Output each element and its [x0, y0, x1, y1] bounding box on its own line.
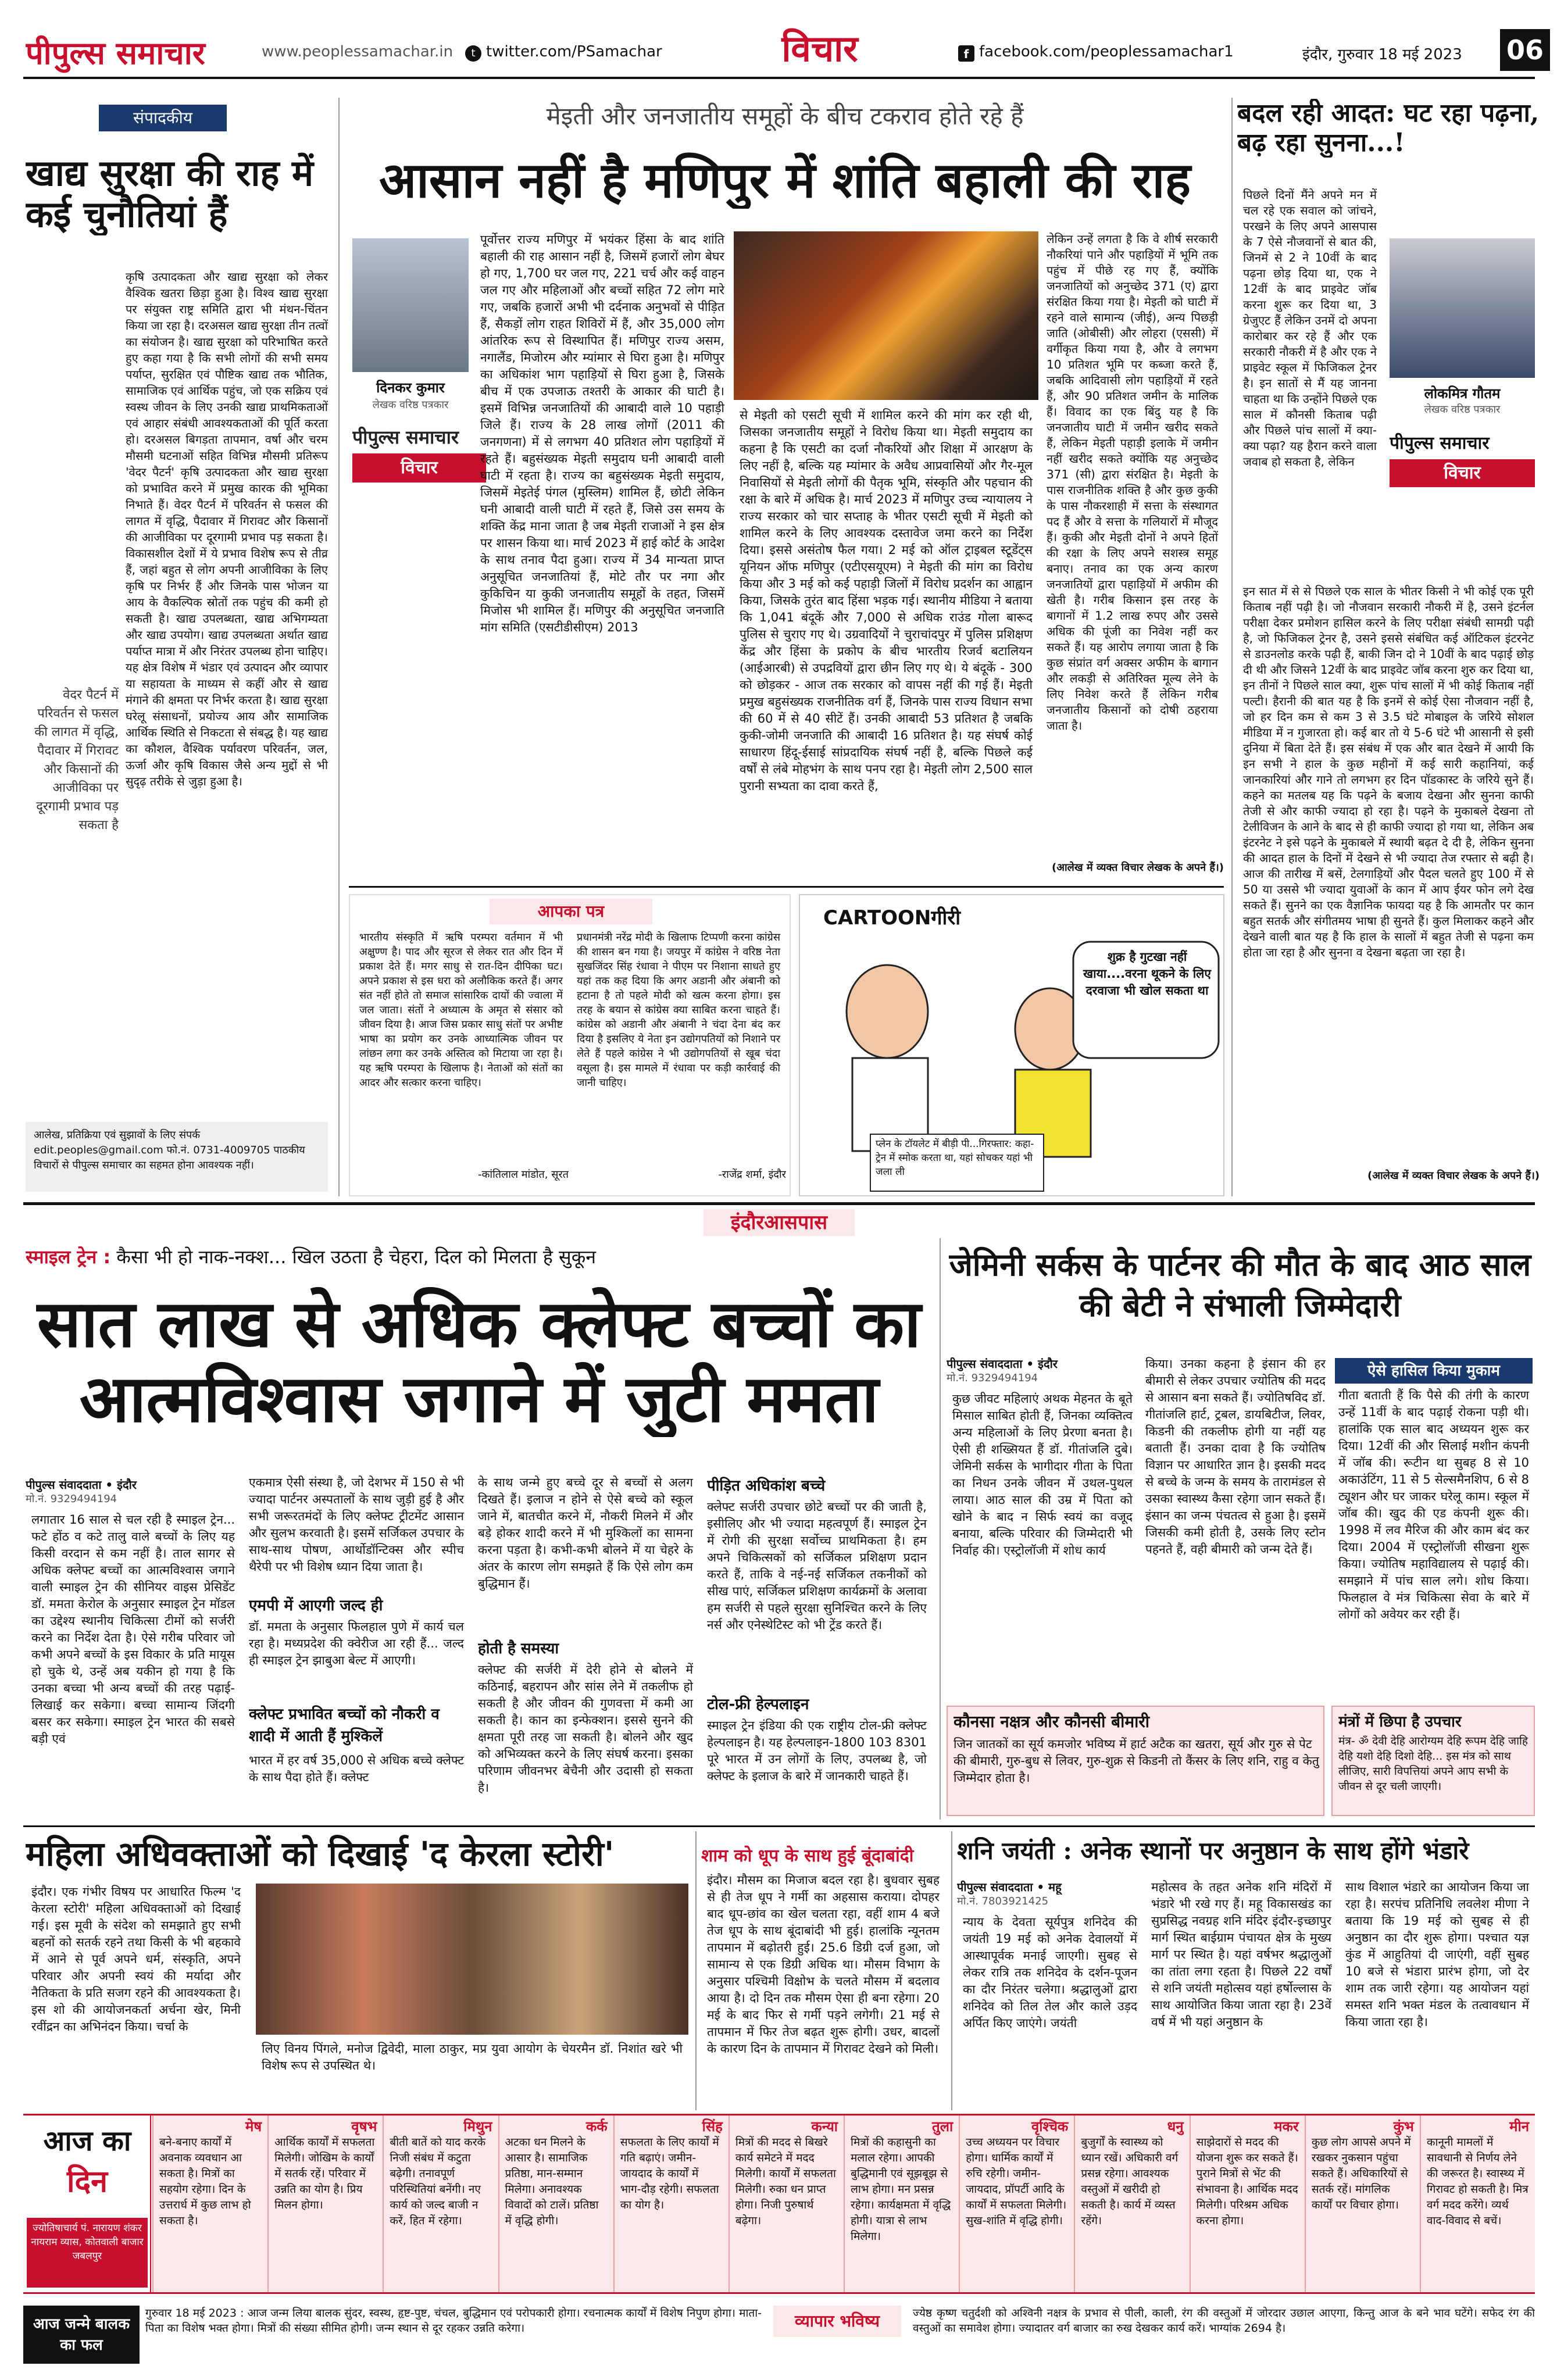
kerala-event-photo [256, 1884, 688, 2035]
letter-2-sign: -राजेंद्र शर्मा, इंदौर [718, 1168, 786, 1181]
smile-mobile: मो.नं. 9329494194 [26, 1493, 117, 1505]
rashi-vrishabh [267, 2115, 383, 2292]
column2-body-top: पिछले दिनों मैंने अपने मन में चल रहे एक सवाल को जांचने, परखने के लिए अपने आसपास के 7 ऐसे नौजवानों से बात की, जिनमें से 2 ने 10वीं के बाद पढ़ना छोड़ दिया था, एक ने 12वीं के बाद प्राइवेट जॉब करना शुरू कर दिया था, 3 ग्रेजुएट हैं लेकिन उनमें दो अपना कारोबार कर रहे हैं और एक सरकारी नौकरी में है और एक ने प्राइवेट स्कूल में फिजिकल ट्रेनर है। इन सातों से मैं यह जानना चाहता था कि उन्होंने पिछले एक साल में कौनसी किताब पढ़ी और पिछले पांच सालों में क्या-क्या पढ़ा? यह हैरान करने वाला जवाब हो सकता है, लेकिन [1243, 188, 1377, 469]
smile-byline: पीपुल्स संवाददाता • इंदौर [26, 1478, 137, 1492]
editorial-body: कृषि उत्पादकता और खाद्य सुरक्षा को लेकर वैश्विक खतरा छिड़ा हुआ है। विश्व खाद्य सुरक्षा पर संयुक्त राष्ट्र समिति द्वारा भी मंथन-चिंतन किया जा रहा है। दरअसल खाद्य सुरक्षा तीन तत्वों का संयोजन है। खाद्य सुरक्षा को परिभाषित करते हुए कहा गया है कि सभी लोगों की सभी समय पर्याप्त, सुरक्षित एवं पौष्टिक खाद्य तक भौतिक, सामाजिक एवं आर्थिक पहुंच, जो एक सक्रिय एवं स्वस्थ जीवन के लिए उनकी खाद्य प्राथमिकताओं एवं आहार संबंधी आवश्यकताओं की पूर्ति करता हो। दरअसल बिगड़ता तापमान, वर्षा और चरम मौसमी घटनाओं सहित विभिन्न मौसमी प्रतिरूप 'वेदर पैटर्न' कृषि उत्पादकता और खाद्य सुरक्षा को प्रभावित करने में प्रमुख कारक की भूमिका निभाते हैं। वेदर पैटर्न में परिवर्तन से फसल की लागत में वृद्धि, पैदावार में गिरावट और किसानों की आजीविका पर दूरगामी प्रभाव पड़ सकता है। विकासशील देशों में ये प्रभाव विशेष रूप से तीव्र हैं, जहां बहुत से लोग अपनी आजीविका के लिए कृषि पर निर्भर हैं और जिनके पास भोजन या आय के वैकल्पिक स्रोतों तक पहुंच की कमी हो सकती है। खाद्य उपलब्धता, खाद्य अभिगम्यता और खाद्य उपयोग। खाद्य उपलब्धता अर्थात खाद्य पर्याप्त मात्रा में और निरंतर उपलब्ध होना चाहिए। यह क्षेत्र विशेष में भंडार एवं उत्पादन और व्यापार या सहायता के माध्यम से कहीं और से खाद्य मंगाने की क्षमता पर निर्भर करता है। खाद्य सुरक्षा घरेलू संसाधनों, प्रयोज्य आय और सामाजिक आर्थिक स्थिति से निकटता से संबद्ध है। यह खाद्य का कौशल, वैश्विक पर्यावरण परिवर्तन, जल, ऊर्जा और कृषि विकास जैसे अन्य मुद्दों से भी सुदृढ़ तरीके से जुड़ा हुआ है। [126, 270, 328, 788]
shani-mobile: मो.नं. 7803921425 [957, 1895, 1049, 1907]
lead-author-title: लेखक वरिष्ठ पत्रकार [372, 399, 449, 411]
rashi-text: उच्च अध्ययन पर विचार होगा। धार्मिक कार्यों में रुचि रहेगी। जमीन-जायदाद, प्रॉपर्टी आदि के कार्यों में सफलता मिलेगी। सुख-शांति में वृद्धि होगी। [966, 2136, 1067, 2227]
rashi-text: कानूनी मामलों में सावधानी से निर्णय लेने की जरूरत है। स्वास्थ्य में गिरावट हो सकती है। मित्र वर्ग मदद करेंगे। व्यर्थ वाद-विवाद से बचें। [1426, 2136, 1529, 2227]
kerala-caption: लिए विनय पिंगले, मनोज द्विवेदी, माला ठाकुर, मप्र युवा आयोग के चेयरमैन डॉ. निशांत खरे भी विशेष रूप से उपस्थित थे। [262, 2042, 683, 2072]
weather-divider [951, 1831, 952, 2110]
editorial-footer: आलेख, प्रतिक्रिया एवं सुझावों के लिए संपर्क edit.peoples@gmail.com फो.नं. 0731-4009705 पाठकीय विचारों से पीपुल्स समाचार का सहमत होना आवश्यक नहीं। [26, 1122, 328, 1192]
letter-1-text: भारतीय संस्कृति में ऋषि परम्परा वर्तमान में भी अक्षुण्ण है। पाद और सूरज से लेकर रात और दिन में प्रकाश देते हैं। मगर साधु से रात-दिन दीपिका घट। अपने प्रकाश से इस धरा को अलौकिक करते हैं। अगर संत नहीं होते तो समाज सांसारिक दायों की ज्वाला में जल जाता। संतों ने अध्यात्म के अमृत से संसार को जीवन दिया है। आज जिस प्रकार साधु संतों पर अभीष्ट भाषा का प्रयोग कर उनके आध्यात्मिक जीवन पर लांछन लगा कर उनके अस्तित्व को मिटाया जा रहा है। यह ऋषि परम्परा के खिलाफ है। नेताओं को संतों का आदर और सत्कार करना चाहिए। [359, 931, 563, 1089]
smile-headline: सात लाख से अधिक क्लेफ्ट बच्चों का आत्मविश्वास जगाने में जुटी ममता [37, 1287, 922, 1437]
cartoon-label: CARTOONगीरी [823, 906, 961, 930]
brand-logo: पीपुल्स समाचार [26, 34, 205, 72]
rashi-text: साझेदारों से मदद की योजना शुरू कर सकते हैं। पुराने मित्रों से भेंट की संभावना है। आर्थिक मदद मिलेगी। परिश्रम अधिक करना होगा। [1196, 2136, 1298, 2227]
lead-col-2: से मेइती को एसटी सूची में शामिल करने की मांग कर रही थी, जिसका जनजातीय समूहों ने विरोध किया था। मेइती समुदाय का कहना है कि एसटी का दर्जा नौकरियों और शिक्षा में आरक्षण के लिए नहीं है, बल्कि यह म्यांमार के अवैध आप्रवासियों और गैर-मूल निवासियों से मेइती लोगों की पैतृक भूमि, संस्कृति और पहचान की रक्षा के बारे में अधिक है। मार्च 2023 में मणिपुर उच्च न्यायालय ने राज्य सरकार को चार सप्ताह के भीतर एसटी सूची में मेइती को शामिल करने के लिए आवश्यक दस्तावेज जमा करने का निर्देश दिया। इससे असंतोष फैल गया। 2 मई को ऑल ट्राइबल स्टूडेंट्स यूनियन ऑफ मणिपुर (एटीएसयूएम) ने मेइती की मांग का विरोध किया और 3 मई को कई पहाड़ी जिलों में विरोध प्रदर्शन का आह्वान किया, जिसके तुरंत बाद हिंसा भड़क गई। स्थानीय मीडिया ने बताया कि 1,041 बंदूकें और 7,000 से अधिक राउंड गोला बारूद पुलिस से चुराए गए थे। उग्रवादियों ने चुराचांदपुर में पुलिस प्रशिक्षण केंद्र और हिंसा के प्रकोप के बीच भारतीय रिजर्व बटालियन (आईआरबी) से उपद्रवियों द्वारा छीन लिए गए थे। ये बंदूकें - 300 को छोड़कर - आज तक सरकार को वापस नहीं की गई हैं। मेइती प्रमुख बहुसंख्यक राजनीतिक वर्ग हैं, जिनके पास राज्य विधान सभा की 60 में से 40 सीटें हैं। उनकी आबादी 53 प्रतिशत है जबकि कुकी-जोमी जनजाति की आबादी 16 प्रतिशत है। यह संघर्ष कोई साधारण हिंदू-ईसाई सांप्रदायिक संघर्ष नहीं है, बल्कि पिछले कई वर्षों से लंबे मोहभंग के साथ पनप रहा है। मेइती लोग 2,500 साल पुरानी सभ्यता का दावा करते हैं, [740, 408, 1033, 793]
rashi-name: वृषभ [351, 2118, 377, 2135]
rashi-text: सफलता के लिए कार्यों में गति बढ़ाएं। जमीन-जायदाद के कार्यों में भाग-दौड़ रहेगी। सफलता का योग है। [620, 2136, 719, 2211]
shani-col-1: न्याय के देवता सूर्यपुत्र शनिदेव की जयंती 19 मई को अनेक देवालयों में आस्थापूर्वक मनाई जाएगी। सुबह से लेकर रात्रि तक शनिदेव के दर्शन-पूजन का दौर निरंतर चलेगा। श्रद्धालुओं द्वारा शनिदेव को तिल तेल और काले उड़द अर्पित किए जाएंगे। जयंती [963, 1915, 1137, 2030]
gemini-sidebar-head: ऐसे हासिल किया मुकाम [1335, 1358, 1533, 1384]
rashi-kumbh [1305, 2115, 1420, 2292]
section-title: विचार [781, 27, 858, 70]
market-text: ज्येष्ठ कृष्ण चतुर्दशी को अश्विनी नक्षत्र के प्रभाव से पीली, काली, रंग की वस्तुओं में जोरदार उछाल आएगा, किन्तु आज के बने भाव घटेंगे। सफेद रंग की वस्तुओं का समावेश होगा। ज्यादातर वर्ग बाजार का रुख देखकर कार्य करें। भाग्यांक 2694 है। [913, 2307, 1535, 2335]
born-text: गुरुवार 18 मई 2023 : आज जन्म लिया बालक सुंदर, स्वस्थ, हृष्ट-पुष्ट, चंचल, बुद्धिमान एवं परोपकारी होगा। रचनात्मक कार्यों में विशेष निपुण होगा। माता-पिता का विशेष भक्त होगा। मित्रों की संख्या सीमित होगी। जन्म स्थान से दूर रहकर उन्नति करेगा। [145, 2307, 762, 2335]
rashi-text: कुछ लोग आपसे अपने में रखकर नुकसान पहुंचा सकते हैं। अधिकारियों से सतर्क रहें। मांगलिक कार्यों पर विचार होगा। [1311, 2136, 1411, 2211]
horoscope-strip [23, 2114, 1535, 2294]
lead-signoff: (आलेख में व्यक्त विचार लेखक के अपने हैं।) [1052, 862, 1224, 874]
rashi-text: बुजुर्गों के स्वास्थ्य को ध्यान रखें। अधिकारी वर्ग प्रसन्न रहेगा। आवश्यक वस्तुओं में खरीदी हो सकती है। कार्य में व्यस्त रहेंगे। [1081, 2136, 1179, 2227]
smile-sub-5: टोल-फ्री हेल्पलाइन [707, 1696, 809, 1713]
gemini-mobile: मो.नं. 9329494194 [947, 1372, 1038, 1384]
weather-headline: शाम को धूप के साथ हुई बूंदाबांदी [701, 1846, 914, 1866]
rashi-tula [844, 2115, 959, 2292]
column2-section-tag: विचार [1390, 459, 1535, 487]
smile-col-1: लगातार 16 साल से चल रही है स्माइल ट्रेन... फटे होंठ व कटे तालु वाले बच्चों के लिए यह किसी वरदान से कम नहीं है। ताल सागर से अधिक क्लेफ्ट बच्चों का आत्मविश्वास जगाने वाली स्माइल ट्रेन की सीनियर वाइस प्रेसिडेंट डॉ. ममता केरोल के अनुसार स्माइल ट्रेन मॉडल का उद्देश्य स्थानीय चिकित्सा टीमों को सर्जरी करने का निर्देश देता है। ऐसे गरीब परिवार जो कभी अपने बच्चों के इस विकार के प्रति मायूस हो चुके थे, उन्हें अब यकीन हो गया है कि उनका बच्चा भी अन्य बच्चों की तरह पढ़ाई-लिखाई कर सकेगा। बच्चा सामान्य जिंदगी बसर कर सकेगा। स्माइल ट्रेन भारत की सबसे बड़ी एवं [31, 1513, 235, 1746]
smile-sub-3: होती है समस्या [478, 1640, 559, 1657]
rashi-mesh [152, 2115, 267, 2292]
masthead [0, 0, 1557, 87]
gemini-col-3: गीता बताती हैं कि पैसे की तंगी के कारण उन्हें 11वीं के बाद पढ़ाई रोकना पड़ी थी। हालांकि एक साल बाद अध्ययन शुरू कर दिया। 12वीं की और सिलाई मशीन कंपनी में जॉब की। रूटीन था सुबह 8 से 10 अकाउंटिंग, 11 से 5 सेल्समैनशिप, 6 से 8 ट्यूशन और घर जाकर घरेलू काम। स्कूल में जॉब की। खुद की एड कंपनी शुरू की। 1998 में लव मैरिज की और काम बंद कर दिया। 2004 में एस्ट्रोलॉजी सीखना शुरू किया। ज्योतिष महाविद्यालय से पढ़ाई की। समझाने में पांच साल लगे। शोध किया। फिलहाल वे मंत्र चिकित्सा सेवा के बारे में लोगों को अवेयर कर रही हैं। [1338, 1388, 1529, 1621]
rashi-row [152, 2115, 1535, 2292]
rashi-name: धनु [1167, 2118, 1184, 2135]
rashi-text: मित्रों की मदद से बिखरे कार्य समेटने में मदद मिलेगी। कार्यों में सफलता मिलेगी। रुका धन प्राप्त होगा। निजी पुरुषार्थ बढ़ेगा। [735, 2136, 836, 2227]
smile-sub-4: पीड़ित अधिकांश बच्चे [707, 1477, 826, 1495]
rashi-name: तुला [932, 2118, 954, 2135]
column2-body-bottom: इन सात में से से पिछले एक साल के भीतर किसी ने भी कोई एक पूरी किताब नहीं पढ़ी है। जो नौजवान सरकारी नौकरी में है, उसने इंटर्नल परीक्षा देकर प्रमोशन हासिल करने के लिए परीक्षा संबंधी सामग्री पढ़ी है, जो फिजिकल ट्रेनर है, उसने इससे संबंधित कई ऑटिकल इंटरनेट से डाउनलोड करके पढ़ी हैं, बाकी जिन दो ने 10वीं के बाद पढ़ाई छोड़ दी थी और जिसने 12वीं के बाद प्राइवेट जॉब करना शुरु कर दिया था, इन तीनों ने पिछले साल क्या, शुरू पांच सालों में भी कोई किताब नहीं पल्टी। हैरानी की बात यह है कि इनमें से कोई ऐसा नौजवान नहीं है, जो हर दिन कम से कम 3 से 3.5 घंटे मोबाइल के जरिये सोशल मीडिया में न गुजारता हो। कई बार तो ये 5-6 घंटे भी आसानी से इसी दुनिया में बिता देते हैं। इस संबंध में एक और बात देखने में आयी कि इन सभी ने हाल के कुछ महीनों में कई सारी कहानियां, कई जानकारियां और गाने तो लगभग हर दिन पॉडकास्ट के जरिये सुने हैं। कहने का मतलब यह कि पढ़ने के बजाय देखना और सुनना काफी तेजी से और काफी ज्यादा हो रहा है। पढ़ने के मुकाबले देखना तो टेलीविजन के आने के बाद से ही काफी ज्यादा हो गया था, लेकिन अब इंटरनेट ने इसे पढ़ने के मुकाबले में स्थायी बढ़त दे दी है, लेकिन सुनना की आदत हाल के दिनों में देखने से भी ज्यादा तेज रफ्तार से बढ़ी है। आज की तारीख में बसें, टेलगाड़ियों और पैदल चलते हुए 100 में से 50 या उससे भी ज्यादा युवाओं के कान में आप ईयर फोन लगे देख सकते हैं। सुनने का एक वैज्ञानिक फायदा यह है कि आमतौर पर कान बहुत सतर्क और संगीतमय भाषा ही सुनते हैं। कुल मिलाकर कहने और देखने वाली बात यह है कि हाल के सालों में बहुत तेजी से पढ़ना कम होता जा रहा है और सुनना व देखना बढ़ता जा रहा है। [1243, 584, 1534, 959]
astrologer-name: ज्योतिषाचार्य पं. नारायण शंकर नायराम व्यास, कोतवाली बाजार जबलपुर [27, 2218, 148, 2288]
website-link[interactable]: www.peoplessamachar.in [262, 43, 453, 60]
aaj-ka-label: आज का [43, 2125, 131, 2157]
weather-body: इंदौर। मौसम का मिजाज बदल रहा है। बुधवार सुबह से ही तेज धूप ने गर्मी का अहसास कराया। दोपहर बाद धूप-छांव का खेल चलता रहा, वहीं शाम 4 बजे तेज धूप के साथ बूंदाबांदी भी हुई। हालांकि न्यूनतम तापमान में बढ़ोतरी हुई। 25.6 डिग्री दर्ज हुआ, जो सामान्य से एक डिग्री अधिक था। मौसम विभाग के अनुसार पश्चिमी विक्षोभ के चलते मौसम में बदलाव आया है। दो दिन तक मौसम ऐसा ही बना रहेगा। 20 मई के बाद फिर से गर्मी पड़ने लगेगी। 21 मई से तापमान में फिर तेज बढ़त शुरू होगी। उधर, बादलों के कारण दिन के तापमान में गिरावट देखने को मिली। [707, 1873, 940, 2056]
smile-kicker-row [26, 1244, 933, 1273]
rashi-name: मिथुन [463, 2118, 492, 2135]
letter-2-text: प्रधानमंत्री नरेंद्र मोदी के खिलाफ टिप्पणी करना कांग्रेस की शासन बन गया है। जयपुर में कांग्रेस ने वरिष्ठ नेता सुखजिंदर सिंह रंधावा ने पीएम पर निशाना साधते हुए यहां तक कह दिया कि अगर अडानी और अंबानी को हटाना है तो पहले मोदी को खत्म करना होगा। इस तरह के बयान से कांग्रेस क्या साबित करना चाहते हैं। कांग्रेस को अडानी और अंबानी ने चंदा देना बंद कर दिया है इसलिए ये नेता इन उद्योगपतियों को निशाने पर लेते हैं पहले कांग्रेस ने भी उद्योगपतियों से खूब चंदा वसूला है। इस मामले में रंधावा पर कड़ी कार्रवाई की जानी चाहिए। [577, 931, 780, 1089]
lead-brand: पीपुल्स समाचार [352, 426, 459, 448]
lead-kicker: मेइती और जनजातीय समूहों के बीच टकराव होते रहे हैं [546, 102, 1024, 130]
column2-brand: पीपुल्स समाचार [1390, 433, 1490, 453]
rashi-name: मेष [245, 2118, 262, 2135]
footer-strip [23, 2300, 1535, 2370]
kerala-headline: महिला अधिवक्ताओं को दिखाई 'द केरला स्टोरी' [26, 1835, 615, 1874]
smile-kicker-tag: स्माइल ट्रेन : [26, 1246, 111, 1268]
lead-headline: आसान नहीं है मणिपुर में शांति बहाली की राह [378, 152, 1191, 209]
smile-sub-1: एमपी में आएगी जल्द ही [249, 1597, 383, 1614]
smile-col-2c: भारत में हर वर्ष 35,000 से अधिक बच्चे क्लेफ्ट के साथ पैदा होते हैं। क्लेफ्ट [249, 1753, 464, 1784]
smile-col-3b: क्लेफ्ट की सर्जरी में देरी होने से बोलने में कठिनाई, बहरापन और सांस लेने में तकलीफ हो सकती है और जीवन की गुणवत्ता में कमी आ सकती है। कान का इन्फेक्शन। इससे सुनने की क्षमता पूरी तरह जा सकती है। बोलने और खुद को अभिव्यक्त करने के लिए संघर्ष करना। इसका परिणाम जीवनभर बेचैनी और उदासी हो सकता है। [478, 1663, 693, 1795]
cartoon-caption: प्लेन के टॉयलेट में बीड़ी पी...गिरफ्तार: कहा-ट्रेन में स्मोक करता था, यहां सोचकर यहां भी जला ली [870, 1134, 1044, 1192]
author-photo-dinkar [352, 238, 469, 372]
local-divider [940, 1238, 941, 1820]
gemini-headline: जेमिनी सर्कस के पार्टनर की मौत के बाद आठ साल की बेटी ने संभाली जिम्मेदारी [949, 1246, 1531, 1324]
local-band-label: इंदौरआसपास [703, 1209, 855, 1236]
gemini-box-2-head: मंत्रों में छिपा है उपचार [1338, 1713, 1462, 1731]
rashi-kanya [728, 2115, 844, 2292]
editorial-label: संपादकीय [99, 105, 227, 131]
cartoon-old-man-head [847, 965, 928, 1058]
twitter-link[interactable]: twitter.com/PSamachar [486, 43, 662, 60]
letter-1-sign: -कांतिलाल मांडोत, सूरत [478, 1168, 569, 1181]
rashi-text: बने-बनाए कार्यों में अवनाक व्यवधान आ सकता है। मित्रों का सहयोग रहेगा। दिन के उत्तरार्ध में कुछ लाभ हो सकता है। [159, 2136, 251, 2227]
shani-headline: शनि जयंती : अनेक स्थानों पर अनुष्ठान के साथ होंगे भंडारे [957, 1837, 1469, 1865]
gemini-box-2-text: मंत्र- ॐ देवी देहि आरोग्यम देहि रूपम देहि जाहि देहि यशो देहि दिशो देहि... इस मंत्र को साथ लीजिए, सारी विपत्तियां अपने आप सभी के जीवन से दूर चली जाएगी। [1338, 1735, 1528, 1793]
kerala-body: इंदौर। एक गंभीर विषय पर आधारित फिल्म 'द केरला स्टोरी' महिला अधिवक्ताओं को दिखाई गई। इस मूवी के संदेश को समझाते हुए सभी बहनों को सतर्क रहने तथा किसी के भी बहकावे में आने से पूर्व अपने धर्म, संस्कृति, अपने परिवार और अपनी स्वयं की मर्यादा और नैतिकता के प्रति सजग रहने की आवश्यकता है। इस शो की आयोजनकर्ता अर्चना खेर, मिनी रवींद्रन का अभिनंदन किया। चर्चा के [31, 1885, 241, 2034]
gemini-box-2 [1331, 1706, 1535, 1816]
rashi-name: कर्क [585, 2118, 608, 2135]
rashi-dhanu [1074, 2115, 1189, 2292]
rashi-text: अटका धन मिलने के आसार है। सामाजिक प्रतिष्ठा, मान-सम्मान मिलेगा। अनावश्यक विवादों को टालें। प्रतिष्ठा में वृद्धि होगी। [505, 2136, 599, 2227]
smile-col-2b: डॉ. ममता के अनुसार फिलहाल पुणे में कार्य चल रहा है। मध्यप्रदेश की क्वेरीज आ रही हैं... जल्द ही स्माइल ट्रेन झाबुआ बेल्ट में आएगी। [249, 1620, 464, 1667]
lead-bottom-rule [349, 886, 1224, 888]
rashi-name: मीन [1509, 2118, 1530, 2135]
rashi-mithun [383, 2115, 498, 2292]
lead-author-name: दिनकर कुमार [376, 380, 445, 396]
twitter-icon: t [465, 45, 481, 62]
mid-rule [23, 1825, 1535, 1827]
gemini-col-2: किया। उनका कहना है इंसान की हर बीमारी से लेकर उपचार ज्योतिष की मदद से आसान बना सकते हैं। ज्योतिषविद डॉ. गीतांजलि हार्ट, ट्रबल, डायबिटीज, लिवर, किडनी की तकलीफ होगी या नहीं यह बताती हैं। उनका दावा है कि ज्योतिष विज्ञान पर आधारित ज्ञान है। इसकी मदद से बच्चे के जन्म के समय के तारामंडल से उसका स्वास्थ्य कैसा रहेगा जान सकते हैं। इंसान का जन्म पंचतत्व से हुआ है। इसमें जिसकी कमी होती है, उसके लिए स्टोन पहनते हैं, वही बीमारी को जन्म देते हैं। [1145, 1357, 1326, 1556]
aaj-ka-din-badge [23, 2115, 151, 2292]
rashi-name: कुंभ [1393, 2118, 1414, 2135]
letters-box [349, 894, 791, 1196]
lead-col-3: लेकिन उन्हें लगता है कि वे शीर्ष सरकारी नौकरियां पाने और पहाड़ियों में भूमि तक पहुंच में पीछे रह गए हैं, क्योंकि जनजातियों को अनुच्छेद 371 (ए) द्वारा संरक्षित किया गया है। मेइती को घाटी में रहने वाले सामान्य (जीई), अन्य पिछड़ी जाति (ओबीसी) और लोहरा (एससी) में वर्गीकृत किया गया है, और वे लगभग 10 प्रतिशत भूमि पर कब्जा करते हैं, जबकि आदिवासी लोग पहाड़ियों में रहते हैं, और 90 प्रतिशत जमीन के मालिक हैं। विवाद का एक बिंदु यह है कि जनजातीय घाटी में जमीन खरीद सकते हैं, लेकिन मेइती पहाड़ी इलाके में जमीन नहीं खरीद सकते क्योंकि यह अनुच्छेद 371 (सी) द्वारा संरक्षित है। मेइती के पास राजनीतिक शक्ति है और कुछ कुकी के पास नौकरशाही में सत्ता के संस्थागत पद हैं और वे सत्ता के गलियारों में मौजूद हैं। कुकी और मेइती दोनों ने अपने हितों की रक्षा के लिए अपने सशस्त्र समूह बनाए। तनाव का एक अन्य कारण जनजातियों द्वारा पहाड़ियों में अफीम की खेती है। गरीब किसान इस तरह के बागानों में 1.2 लाख रुपए और उससे अधिक की पूंजी का निवेश नहीं कर सकते हैं। यह आरोप लगाया जाता है कि कुछ संप्रांत वर्ग अक्सर अफीम के बागान और लकड़ी से अतिरिक्त मूल्य लेने के लिए निवेश करते हैं लेकिन गरीब जनजातीय किसानों को दोषी ठहराया जाता है। [1047, 232, 1218, 732]
rashi-name: मकर [1274, 2118, 1299, 2135]
rashi-meen [1420, 2115, 1535, 2292]
letters-header: आपका पत्र [490, 899, 652, 924]
smile-kicker-text: कैसा भी हो नाक-नक्श... खिल उठता है चेहरा, दिल को मिलता है सुकून [116, 1246, 597, 1268]
cartoon-bubble-text: शुक्र है गुटखा नहीं खाया....वरना थूकने के लिए दरवाजा भी खोल सकता था [1083, 950, 1212, 998]
smile-sub-2: क्लेफ्ट प्रभावित बच्चों को नौकरी व शादी में आती हैं मुश्किलें [249, 1706, 440, 1745]
masthead-rule [23, 77, 1535, 79]
column-divider [338, 98, 340, 1196]
rashi-kark [498, 2115, 613, 2292]
lead-section-tag: विचार [352, 453, 486, 483]
gemini-box-1-text: जिन जातकों का सूर्य कमजोर भविष्य में हार्ट अटैक का खतरा, सूर्य और गुरु से पेट की बीमारी, गुरु-बुध से लिवर, गुरु-शुक्र से किडनी तो कैंसर के लिए शनि, राहु व केतु जिम्मेदार होता है। [954, 1737, 1319, 1785]
gemini-byline: पीपुल्स संवाददाता • इंदौर [947, 1357, 1058, 1371]
rashi-singh [613, 2115, 728, 2292]
manipur-violence-photo [734, 231, 1038, 400]
column2-signoff: (आलेख में व्यक्त विचार लेखक के अपने हैं।) [1367, 1170, 1540, 1182]
smile-col-2: एकमात्र ऐसी संस्था है, जो देशभर में 150 से भी ज्यादा पार्टनर अस्पतालों के साथ जुड़ी हुई है और सभी जरूरतमंदों के लिए क्लेफ्ट ट्रीटमेंट आसान और सुलभ करवाती है। इसमें सर्जिकल उपचार के साथ-साथ पोषण, आर्थोडॉन्टिक्स और स्पीच थैरेपी पर भी विशेष ध्यान दिया जाता है। [249, 1475, 464, 1574]
smile-col-4b: स्माइल ट्रेन इंडिया की एक राष्ट्रीय टोल-फ्री क्लेफ्ट हेल्पलाइन है। यह हेल्पलाइन-1800 103 8301 पूरे भारत में उन लोगों के लिए, उपलब्ध है, जो क्लेफ्ट के इलाज के बारे में जानकारी चाहते हैं। [707, 1718, 927, 1783]
din-label: दिन [67, 2164, 108, 2199]
smile-col-3: के साथ जन्मे हुए बच्चे दूर से बच्चों से अलग दिखते हैं। इलाज न होने से ऐसे बच्चे को स्कूल जाने में, बातचीत करने में, नौकरी मिलने में और बड़े होकर शादी करने में भी मुश्किलों का सामना करना पड़ता है। कभी-कभी बोलने में या चेहरे के अंतर के कारण लोग समझते हैं कि ऐसे लोग कम बुद्धिमान हैं। [478, 1475, 693, 1591]
column-divider-right [1231, 98, 1233, 1196]
editorial-headline: खाद्य सुरक्षा की राह में कई चुनौतियां हैं [26, 152, 314, 235]
gemini-col-1: कुछ जीवट महिलाएं अथक मेहनत के बूते मिसाल साबित होती हैं, जिनका व्यक्तित्व अन्य महिलाओं के लिए प्रेरणा बनता है। ऐसी ही शख्सियत हैं डॉ. गीतांजलि दुबे। जेमिनी सर्कस के भागीदार गीता के पिता का निधन उनके जीवन में उथल-पुथल लाया। आठ साल की उम्र में पिता को खोने के बाद न सिर्फ स्वयं का वजूद बनाया, बल्कि परिवार की जिम्मेदारी भी निर्वाह की। एस्ट्रोलॉजी में शोध कार्य [952, 1392, 1133, 1557]
author-photo-lokmitra [1390, 238, 1535, 378]
dateline: इंदौर, गुरुवार 18 मई 2023 [1302, 46, 1462, 63]
rashi-text: मित्रों की कहासुनी का मलाल रहेगा। आपकी बुद्धिमानी एवं सूझबूझ से लाभ होगा। मन प्रसन्न रहेगा। कार्यक्षमता में वृद्धि होगी। यात्रा से लाभ मिलेगा। [851, 2136, 951, 2243]
rashi-text: बीती बातें को याद करके निजी संबंध में कटुता बढ़ेगी। तनावपूर्ण परिस्थितियां बनेंगी। नए कार्य को जल्द बाजी न करें, हित में रहेगा। [390, 2136, 486, 2227]
cartoon-panel [799, 894, 1224, 1196]
rashi-vrishchik [959, 2115, 1074, 2292]
facebook-icon: f [958, 45, 974, 62]
editorial-pull-quote: वेदर पैटर्न में परिवर्तन से फसल की लागत में वृद्धि, पैदावार में गिरावट और किसानों की आजीविका पर दूरगामी प्रभाव पड़ सकता है [34, 688, 119, 832]
lead-col-1: पूर्वोत्तर राज्य मणिपुर में भयंकर हिंसा के बाद शांति बहाली की राह आसान नहीं है, जिसमें हजारों लोग बेघर हो गए, 1,700 घर जल गए, 221 चर्च और कई वाहन जल गए और महिलाओं और बच्चों सहित 72 लोग मारे गए, जबकि हजारों अभी भी दर्दनाक अनुभवों से पीड़ित हैं, सैकड़ों लोग राहत शिविरों में हैं, और 35,000 लोग आंतरिक रूप से विस्थापित हैं। मणिपुर राज्य असम, नगालैंड, मिजोरम और म्यांमार से घिरा हुआ है। मणिपुर का अधिकांश भाग पहाड़ियों से घिरा हुआ है, जिसके बीच में एक उपजाऊ तश्तरी के आकार की घाटी है। इसमें विभिन्न जनजातियों की आबादी वाले 10 पहाड़ी जिले हैं। राज्य के 28 लाख लोगों (2011 की जनगणना) में से लगभग 40 प्रतिशत लोग पहाड़ियों में रहते हैं। बहुसंख्यक मेइती समुदाय घनी आबादी वाली घाटी में रहता है। राज्य का बहुसंख्यक मेइती समुदाय, जिसमें मेइतेई पंगल (मुस्लिम) शामिल हैं, छोटी लेकिन घनी आबादी वाली घाटी में रहते हैं, जिसे उस समय के शक्ति केंद्र माना जाता है जब मेइती राजाओं ने इस क्षेत्र पर शासन किया था। मार्च 2023 में हाई कोर्ट के आदेश के साथ तनाव पैदा हुआ। राज्य में 34 मान्यता प्राप्त अनुसूचित जनजातियां हैं, मोटे तौर पर नगा और कुकिचिन या कुकी जनजातीय समूहों के तहत, जिसमें मिजोस भी शामिल हैं। मणिपुर की अनुसूचित जनजाति मांग समिति (एसटीडीसीएम) 2013 [480, 233, 724, 634]
rashi-makar [1190, 2115, 1305, 2292]
shani-col-2: महोत्सव के तहत अनेक शनि मंदिरों में भंडारे भी रखे गए हैं। महू विकासखंड का सुप्रसिद्ध नवग्रह शनि मंदिर इंदौर-इच्छापुर मार्ग स्थित बाईग्राम पंचायत क्षेत्र के मुख्य मार्ग पर स्थित है। यहां वर्षभर श्रद्धालुओं का तांता लगा रहता है। पिछले 22 वर्षों से शनि जयंती महोत्सव यहां हर्षोल्लास के साथ आयोजित किया जाता रहा है। 23वें वर्ष में भी यहां अनुष्ठान के [1151, 1880, 1331, 2029]
gemini-box-1-head: कौनसा नक्षत्र और कौनसी बीमारी [954, 1712, 1150, 1731]
kerala-divider [695, 1831, 697, 2110]
shani-col-3: साथ विशाल भंडारे का आयोजन किया जा रहा है। सरपंच प्रतिनिधि लवलेश मीणा ने बताया कि 19 मई को सुबह से ही अनुष्ठान का दौर शुरू होगा। पश्चात यज्ञ कुंड में आहुतियां दी जाएंगी, वहीं सुबह 10 बजे से भंडारा प्रारंभ होगा, जो देर शाम तक जारी रहेगा। यह आयोजन यहां समस्त शनि भक्त मंडल के तत्वावधान में किया जाता रहा है। [1345, 1880, 1529, 2029]
market-label: व्यापार भविष्य [773, 2306, 901, 2337]
rashi-text: आर्थिक कार्यों में सफलता मिलेगी। जोखिम के कार्यों में सतर्क रहें। परिवार में उन्नति का योग है। प्रिय मिलन होगा। [274, 2136, 375, 2211]
shani-byline: पीपुल्स संवाददाता • महू [957, 1880, 1062, 1894]
smile-col-4: क्लेफ्ट सर्जरी उपचार छोटे बच्चों पर की जाती है, इसीलिए और भी ज्यादा महत्वपूर्ण हैं। स्माइल ट्रेन में रोगी की सुरक्षा सर्वोच्च प्राथमिकता है। हम अपने चिकित्सकों को सर्जिकल प्रशिक्षण प्रदान करते हैं, ताकि वे नई-नई सर्जिकल तकनीकों को सीख पाएं, सर्जिकल प्रशिक्षण कार्यक्रमों के अलावा हम सर्जरी से पहले सुरक्षा सुनिश्चित करने के लिए नर्स और एनेस्थेटिस्ट को भी ट्रेंड करते हैं। [707, 1500, 927, 1632]
column2-author-title: लेखक वरिष्ठ पत्रकार [1424, 403, 1501, 416]
gemini-box-1 [947, 1706, 1324, 1816]
facebook-link[interactable]: facebook.com/peoplessamachar1 [979, 43, 1234, 60]
page-number: 06 [1500, 29, 1550, 71]
column2-author-name: लोकमित्र गौतम [1424, 385, 1501, 402]
local-top-rule [23, 1202, 1535, 1205]
born-label: आज जन्मे बालक का फल [23, 2306, 140, 2364]
rashi-name: वृश्चिक [1031, 2118, 1069, 2135]
rashi-name: कन्या [811, 2118, 838, 2135]
column2-kicker: बदल रही आदत: घट रहा पढ़ना, बढ़ रहा सुनना...! [1237, 99, 1540, 158]
rashi-name: सिंह [702, 2118, 723, 2135]
